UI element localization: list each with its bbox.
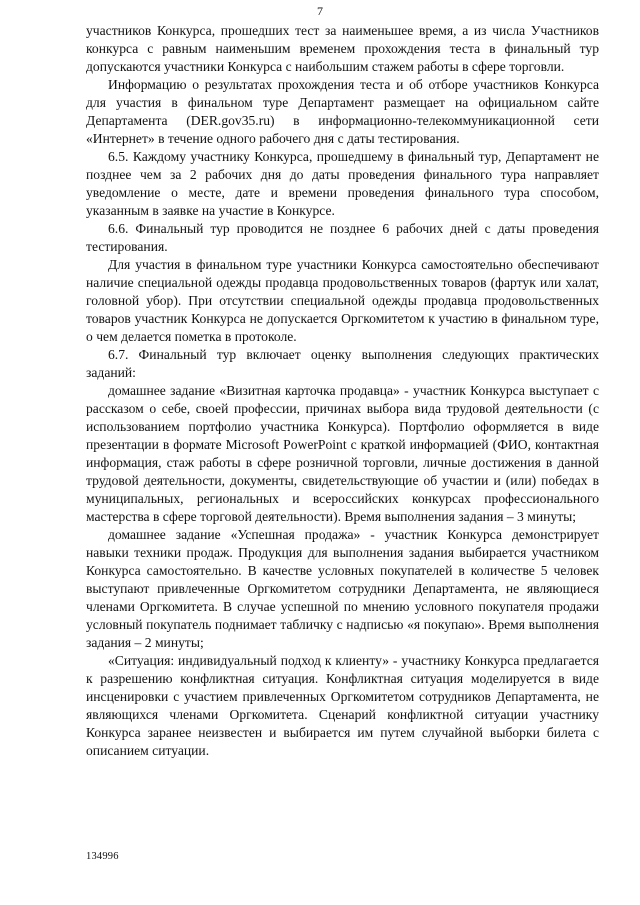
paragraph-situation-task: «Ситуация: индивидуальный подход к клиенту» - участнику Конкурса предлагается к разрешению конфликтная ситуация. Конфликтная ситуация моделируется в виде инсценировки с участием привлеченных Оргкомитетом сотрудников Департамента, не являющихся членами Оргкомитета. Сценарий конфликтной ситуации участнику Конкурса заранее неизвестен и выбирается им путем случайной выборки билета с описанием ситуации. xyxy=(86,653,599,758)
paragraph-continuation: участников Конкурса, прошедших тест за наименьшее время, а из числа Участников конкурса с равным наименьшим временем прохождения теста в финальный тур допускаются участники Конкурса с наибольшим стажем работы в сфере торговли. xyxy=(86,23,599,74)
paragraph-special-clothing: Для участия в финальном туре участники Конкурса самостоятельно обеспечивают наличие специальной одежды продавца продовольственных товаров (фартук или халат, головной убор). При отсутствии специальной одежды продавца продовольственных товаров участник Конкурса не допускается Оргкомитетом к участию в финальном туре, о чем делается пометка в протоколе. xyxy=(86,257,599,344)
paragraph-6-6: 6.6. Финальный тур проводится не позднее 6 рабочих дней с даты проведения тестирования. xyxy=(86,221,599,254)
paragraph-successful-sale-task: домашнее задание «Успешная продажа» - участник Конкурса демонстрирует навыки техники продаж. Продукция для выполнения задания выбирается участником Конкурса самостоятельно. В качестве условных покупателей в количестве 5 человек выступают привлеченные Оргкомитетом сотрудники Департамента, не являющиеся членами Оргкомитета. В случае успешной по мнению условного покупателя продажи условный покупатель поднимает табличку с надписью «я покупаю». Время выполнения задания – 2 минуты; xyxy=(86,527,599,650)
page-number: 7 xyxy=(317,4,323,18)
paragraph-6-7: 6.7. Финальный тур включает оценку выполнения следующих практических заданий: xyxy=(86,347,599,380)
document-body xyxy=(86,22,599,760)
paragraph-business-card-task: домашнее задание «Визитная карточка продавца» - участник Конкурса выступает с рассказом о себе, своей профессии, причинах выбора вида трудовой деятельности (с использованием портфолио участника Конкурса). Портфолио оформляется в виде презентации в формате Microsoft PowerPoint с краткой информацией (ФИО, контактная информация, стаж работы в сфере розничной торговли, личные достижения в данной трудовой деятельности, документы, свидетельствующие об участии и (или) победах в муниципальных, региональных и всероссийских конкурсах профессионального мастерства в сфере торговой деятельности). Время выполнения задания – 3 минуты; xyxy=(86,383,599,524)
paragraph-6-5: 6.5. Каждому участнику Конкурса, прошедшему в финальный тур, Департамент не позднее чем за 2 рабочих дня до даты проведения финального тура направляет уведомление о месте, дате и времени проведения финального тура способом, указанным в заявке на участие в Конкурсе. xyxy=(86,149,599,218)
paragraph-test-results: Информацию о результатах прохождения теста и об отборе участников Конкурса для участия в финальном туре Департамент размещает на официальном сайте Департамента (DER.gov35.ru) в информационно-телекоммуникационной сети «Интернет» в течение одного рабочего дня с даты тестирования. xyxy=(86,77,599,146)
document-code: 134996 xyxy=(86,851,119,862)
